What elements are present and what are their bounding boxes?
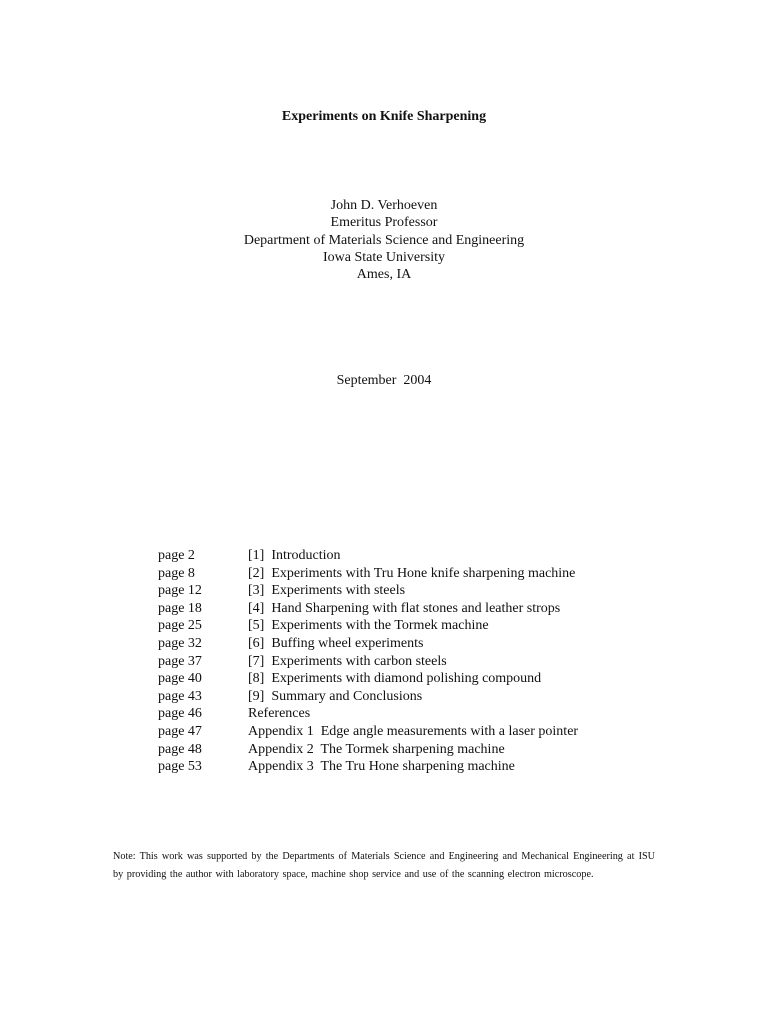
toc-row (158, 582, 658, 600)
toc-page-number: page 37 (158, 653, 202, 669)
toc-page-number: page 8 (158, 565, 195, 581)
author-department: Department of Materials Science and Engineering (243, 232, 525, 248)
toc-page-number: page 32 (158, 635, 202, 651)
toc-row (158, 670, 658, 688)
toc-page-number: page 46 (158, 706, 202, 722)
toc-page-number: page 40 (158, 671, 202, 687)
toc-entry: Appendix 2 The Tormek sharpening machine (248, 741, 505, 757)
toc-row (158, 600, 658, 618)
toc-row (158, 617, 658, 635)
toc-row (158, 705, 658, 723)
toc-entry: [6] Buffing wheel experiments (248, 635, 424, 651)
toc-page-number: page 2 (158, 548, 195, 563)
toc-entry: [1] Introduction (248, 548, 341, 563)
author-name: John D. Verhoeven (330, 198, 438, 213)
toc-entry: Appendix 3 The Tru Hone sharpening machine (248, 759, 515, 775)
toc-row (158, 653, 658, 671)
toc-row (158, 635, 658, 653)
toc-entry: Appendix 1 Edge angle measurements with a laser pointer (248, 723, 579, 739)
author-location: Ames, IA (356, 267, 412, 283)
toc-entry: [2] Experiments with Tru Hone knife sharpening machine (248, 565, 576, 581)
toc-page-number: page 12 (158, 583, 202, 599)
author-block (0, 197, 768, 283)
toc-entry: [8] Experiments with diamond polishing compound (248, 671, 542, 687)
author-position: Emeritus Professor (330, 215, 438, 231)
document-date: September 2004 (336, 373, 432, 388)
toc-page-number: page 53 (158, 759, 202, 775)
toc-page-number: page 47 (158, 723, 202, 739)
toc-entry: [5] Experiments with the Tormek machine (248, 618, 489, 634)
table-of-contents (158, 547, 658, 776)
toc-entry: [7] Experiments with carbon steels (248, 653, 447, 669)
toc-row (158, 688, 658, 706)
toc-entry: [4] Hand Sharpening with flat stones and leather strops (248, 600, 561, 616)
document-title: Experiments on Knife Sharpening (281, 109, 487, 124)
toc-page-number: page 43 (158, 688, 202, 704)
acknowledgement-note: Note: This work was supported by the Departments of Materials Science and Engineering and Mechanical Engineering at ISU by providing the author with laboratory space, machine shop service and use of the scanning electron microscope. (113, 851, 655, 880)
toc-row (158, 723, 658, 741)
author-university: Iowa State University (322, 249, 446, 265)
toc-page-number: page 18 (158, 600, 202, 616)
toc-entry: [3] Experiments with steels (248, 583, 406, 599)
toc-page-number: page 48 (158, 741, 202, 757)
toc-row (158, 565, 658, 583)
toc-row (158, 741, 658, 759)
toc-entry: References (248, 706, 311, 722)
toc-row (158, 547, 658, 565)
toc-page-number: page 25 (158, 618, 202, 634)
toc-entry: [9] Summary and Conclusions (248, 688, 423, 704)
toc-row (158, 758, 658, 776)
